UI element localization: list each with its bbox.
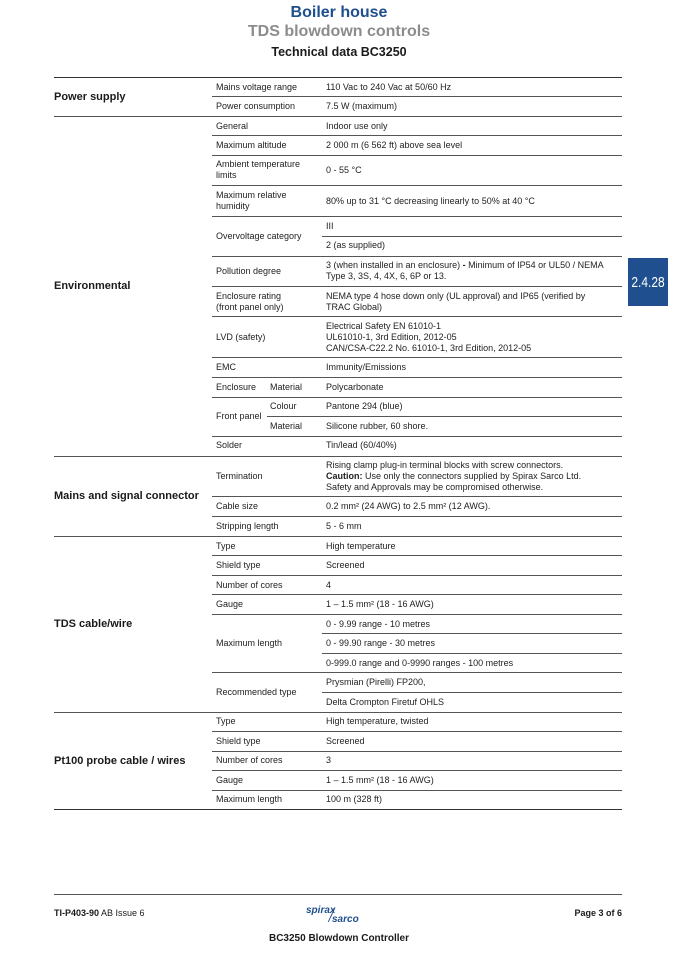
- row-value: Polycarbonate: [326, 382, 384, 392]
- product-name: BC3250 Blowdown Controller: [268, 933, 409, 944]
- row-value: 0.2 mm² (24 AWG) to 2.5 mm² (12 AWG).: [326, 501, 491, 511]
- row-label: Number of cores: [216, 755, 283, 765]
- row-divider: [212, 357, 622, 358]
- table-top-rule: [54, 77, 622, 78]
- row-value: Prysmian (Pirelli) FP200,: [326, 677, 426, 687]
- row-value: 2 000 m (6 562 ft) above sea level: [326, 140, 463, 150]
- row-value: 7.5 W (maximum): [326, 101, 398, 111]
- section-mains-connector: Mains and signal connector: [54, 490, 199, 502]
- row-divider: [322, 692, 622, 693]
- row-value: 0 - 99.90 range - 30 metres: [326, 638, 436, 648]
- section-tds-cable: TDS cable/wire: [54, 618, 133, 630]
- row-value: UL61010-1, 3rd Edition, 2012-05: [326, 332, 457, 342]
- row-label: Solder: [216, 440, 243, 450]
- row-divider: [322, 633, 622, 634]
- row-sublabel: Material: [270, 382, 303, 392]
- row-value: Tin/lead (60/40%): [326, 440, 397, 450]
- row-label: Pollution degree: [216, 266, 282, 276]
- row-label: (front panel only): [216, 302, 284, 312]
- row-label: Maximum altitude: [216, 140, 287, 150]
- row-divider: [212, 436, 622, 437]
- row-value: Type 3, 3S, 4, 4X, 6, 6P or 13.: [326, 271, 447, 281]
- row-value: 100 m (328 ft): [326, 794, 383, 804]
- row-label: Type: [216, 541, 236, 551]
- row-divider: [212, 751, 622, 752]
- row-value: Indoor use only: [326, 121, 388, 131]
- row-value: 2 (as supplied): [326, 240, 386, 250]
- table-bottom-rule: [54, 809, 622, 810]
- row-label: Enclosure: [216, 382, 257, 392]
- row-value: III: [326, 221, 334, 231]
- row-divider: [212, 575, 622, 576]
- page-subtitle: TDS blowdown controls: [247, 23, 431, 40]
- row-sublabel: Material: [270, 421, 303, 431]
- row-divider: [212, 256, 622, 257]
- row-label: Front panel: [216, 411, 262, 421]
- row-divider: [212, 377, 622, 378]
- row-divider: [212, 216, 622, 217]
- row-value: Screened: [326, 560, 365, 570]
- row-divider: [212, 185, 622, 186]
- section-power-supply: Power supply: [54, 91, 126, 103]
- row-sublabel: Colour: [270, 401, 297, 411]
- row-value: High temperature: [326, 541, 396, 551]
- row-value: Safety and Approvals may be compromised otherwise.: [326, 482, 544, 492]
- row-value: Silicone rubber, 60 shore.: [326, 421, 429, 431]
- row-divider: [212, 770, 622, 771]
- row-value: 0 - 9.99 range - 10 metres: [326, 619, 431, 629]
- row-label: Shield type: [216, 736, 261, 746]
- row-divider: [212, 516, 622, 517]
- row-label: humidity: [216, 201, 250, 211]
- row-label: Number of cores: [216, 580, 283, 590]
- row-value: 3 (when installed in an enclosure) - Minimum of IP54 or UL50 / NEMA: [326, 260, 604, 270]
- page-number: Page 3 of 6: [574, 908, 622, 918]
- row-label: Power consumption: [216, 101, 296, 111]
- row-value: 80% up to 31 °C decreasing linearly to 50% at 40 °C: [326, 196, 535, 206]
- row-value: CAN/CSA-C22.2 No. 61010-1, 3rd Edition, 2012-05: [326, 343, 532, 353]
- row-value: Delta Crompton Firetuf OHLS: [326, 697, 445, 707]
- footer-rule: [54, 894, 622, 895]
- section-pt100-cable: Pt100 probe cable / wires: [54, 755, 186, 767]
- row-divider: [212, 672, 622, 673]
- row-value: Caution: Use only the connectors supplied by Spirax Sarco Ltd.: [326, 471, 582, 481]
- row-label: Maximum relative: [216, 190, 287, 200]
- row-label: Overvoltage category: [216, 231, 302, 241]
- document-reference: TI-P403-90 AB Issue 6: [54, 908, 145, 918]
- row-label: Ambient temperature: [216, 159, 301, 169]
- row-divider: [212, 731, 622, 732]
- document-title: Technical data BC3250: [271, 45, 407, 59]
- row-label: limits: [216, 170, 237, 180]
- section-divider: [54, 456, 622, 457]
- row-label: Cable size: [216, 501, 259, 511]
- row-value: 4: [326, 580, 332, 590]
- section-tab: 2.4.28: [628, 258, 668, 306]
- row-value: 0 - 55 °C: [326, 165, 362, 175]
- row-value: 1 – 1.5 mm² (18 - 16 AWG): [326, 775, 434, 785]
- row-value: Immunity/Emissions: [326, 362, 407, 372]
- row-divider: [212, 614, 622, 615]
- row-divider: [212, 790, 622, 791]
- row-label: General: [216, 121, 249, 131]
- row-value: Screened: [326, 736, 365, 746]
- row-label: LVD (safety): [216, 332, 266, 342]
- section-environmental: Environmental: [54, 280, 131, 292]
- row-divider: [267, 416, 622, 417]
- row-value: High temperature, twisted: [326, 716, 429, 726]
- row-label: Enclosure rating: [216, 291, 282, 301]
- section-divider: [54, 712, 622, 713]
- row-value: 110 Vac to 240 Vac at 50/60 Hz: [326, 82, 452, 92]
- row-divider: [212, 96, 622, 97]
- row-value: NEMA type 4 hose down only (UL approval) and IP65 (verified by: [326, 291, 586, 301]
- section-divider: [54, 116, 622, 117]
- row-label: Mains voltage range: [216, 82, 298, 92]
- row-label: Termination: [216, 471, 263, 481]
- row-divider: [212, 397, 622, 398]
- section-divider: [54, 536, 622, 537]
- row-value: Pantone 294 (blue): [326, 401, 403, 411]
- row-label: Maximum length: [216, 794, 283, 804]
- page-title: Boiler house: [290, 4, 388, 21]
- row-value: 3: [326, 755, 332, 765]
- row-divider: [212, 286, 622, 287]
- row-value: 5 - 6 mm: [326, 521, 362, 531]
- row-value: Rising clamp plug-in terminal blocks with screw connectors.: [326, 460, 564, 470]
- row-divider: [212, 316, 622, 317]
- row-label: Maximum length: [216, 638, 283, 648]
- row-label: EMC: [216, 362, 236, 372]
- row-label: Gauge: [216, 775, 244, 785]
- row-divider: [322, 653, 622, 654]
- row-divider: [212, 155, 622, 156]
- row-divider: [322, 236, 622, 237]
- row-value: TRAC Global): [326, 302, 383, 312]
- row-label: Recommended type: [216, 687, 297, 697]
- row-divider: [212, 496, 622, 497]
- row-divider: [212, 555, 622, 556]
- row-value: Electrical Safety EN 61010-1: [326, 321, 442, 331]
- row-value: 0-999.0 range and 0-9990 ranges - 100 metres: [326, 658, 514, 668]
- row-divider: [212, 594, 622, 595]
- spirax-sarco-logo: spirax sarco: [306, 905, 359, 925]
- row-divider: [212, 135, 622, 136]
- row-label: Shield type: [216, 560, 261, 570]
- row-label: Gauge: [216, 599, 244, 609]
- row-value: 1 – 1.5 mm² (18 - 16 AWG): [326, 599, 434, 609]
- row-label: Stripping length: [216, 521, 279, 531]
- row-label: Type: [216, 716, 236, 726]
